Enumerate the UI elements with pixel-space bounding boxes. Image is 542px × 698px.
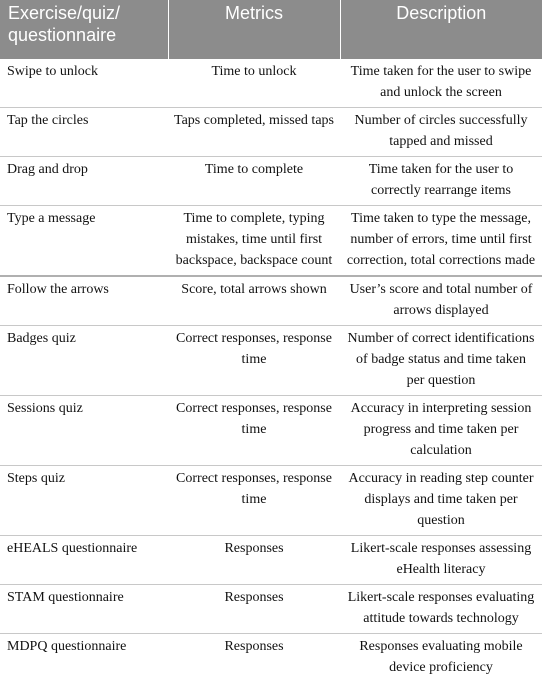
cell-metrics: Time to complete, typing mistakes, time until first backspace, backspace count xyxy=(168,206,340,277)
table-row xyxy=(0,206,542,277)
cell-metrics: Correct responses, response time xyxy=(168,396,340,466)
cell-description: Time taken to type the message, number of errors, time until first correction, total corrections made xyxy=(340,206,542,277)
table-row xyxy=(0,157,542,206)
table-row xyxy=(0,326,542,396)
table-row xyxy=(0,59,542,108)
table-row xyxy=(0,276,542,326)
cell-metrics: Responses xyxy=(224,639,284,654)
cell-description: Number of circles successfully tapped and missed xyxy=(340,108,542,157)
cell-metrics: Time to complete xyxy=(168,157,340,206)
cell-exercise: Sessions quiz xyxy=(0,396,168,466)
cell-exercise: STAM questionnaire xyxy=(0,585,168,634)
cell-exercise: Steps quiz xyxy=(0,466,168,536)
header-exercise: Exercise/quiz/ questionnaire xyxy=(0,0,168,59)
table-row xyxy=(0,634,542,683)
cell-metrics: Score, total arrows shown xyxy=(168,276,340,326)
header-description: Description xyxy=(340,0,542,59)
table-row xyxy=(0,108,542,157)
cell-description: Likert-scale responses assessing eHealth literacy xyxy=(340,536,542,585)
cell-description: User’s score and total number of arrows displayed xyxy=(340,276,542,326)
table-row xyxy=(0,536,542,585)
cell-description: Time taken for the user to correctly rearrange items xyxy=(340,157,542,206)
table-row xyxy=(0,466,542,536)
cell-description: Accuracy in interpreting session progress and time taken per calculation xyxy=(340,396,542,466)
cell-exercise: Drag and drop xyxy=(0,157,168,206)
cell-metrics: Taps completed, missed taps xyxy=(168,108,340,157)
table-header-row xyxy=(0,0,542,59)
header-metrics: Metrics xyxy=(168,0,340,59)
cell-exercise: Badges quiz xyxy=(0,326,168,396)
cell-description: Number of correct identifications of badge status and time taken per question xyxy=(340,326,542,396)
cell-metrics: Correct responses, response time xyxy=(168,326,340,396)
cell-exercise: Follow the arrows xyxy=(0,276,168,326)
cell-exercise: MDPQ questionnaire xyxy=(7,639,127,654)
cell-metrics: Time to unlock xyxy=(168,59,340,108)
cell-description: Responses evaluating mobile device proficiency xyxy=(359,639,523,675)
cell-metrics: Correct responses, response time xyxy=(168,466,340,536)
cell-description: Time taken for the user to swipe and unlock the screen xyxy=(340,59,542,108)
cell-description: Likert-scale responses evaluating attitude towards technology xyxy=(340,585,542,634)
cell-exercise: Swipe to unlock xyxy=(0,59,168,108)
table-row xyxy=(0,585,542,634)
cell-description: Accuracy in reading step counter displays and time taken per question xyxy=(340,466,542,536)
cell-exercise: Tap the circles xyxy=(0,108,168,157)
table-row xyxy=(0,396,542,466)
cell-metrics: Responses xyxy=(168,585,340,634)
cell-metrics: Responses xyxy=(168,536,340,585)
cell-exercise: eHEALS questionnaire xyxy=(0,536,168,585)
cell-exercise: Type a message xyxy=(0,206,168,277)
